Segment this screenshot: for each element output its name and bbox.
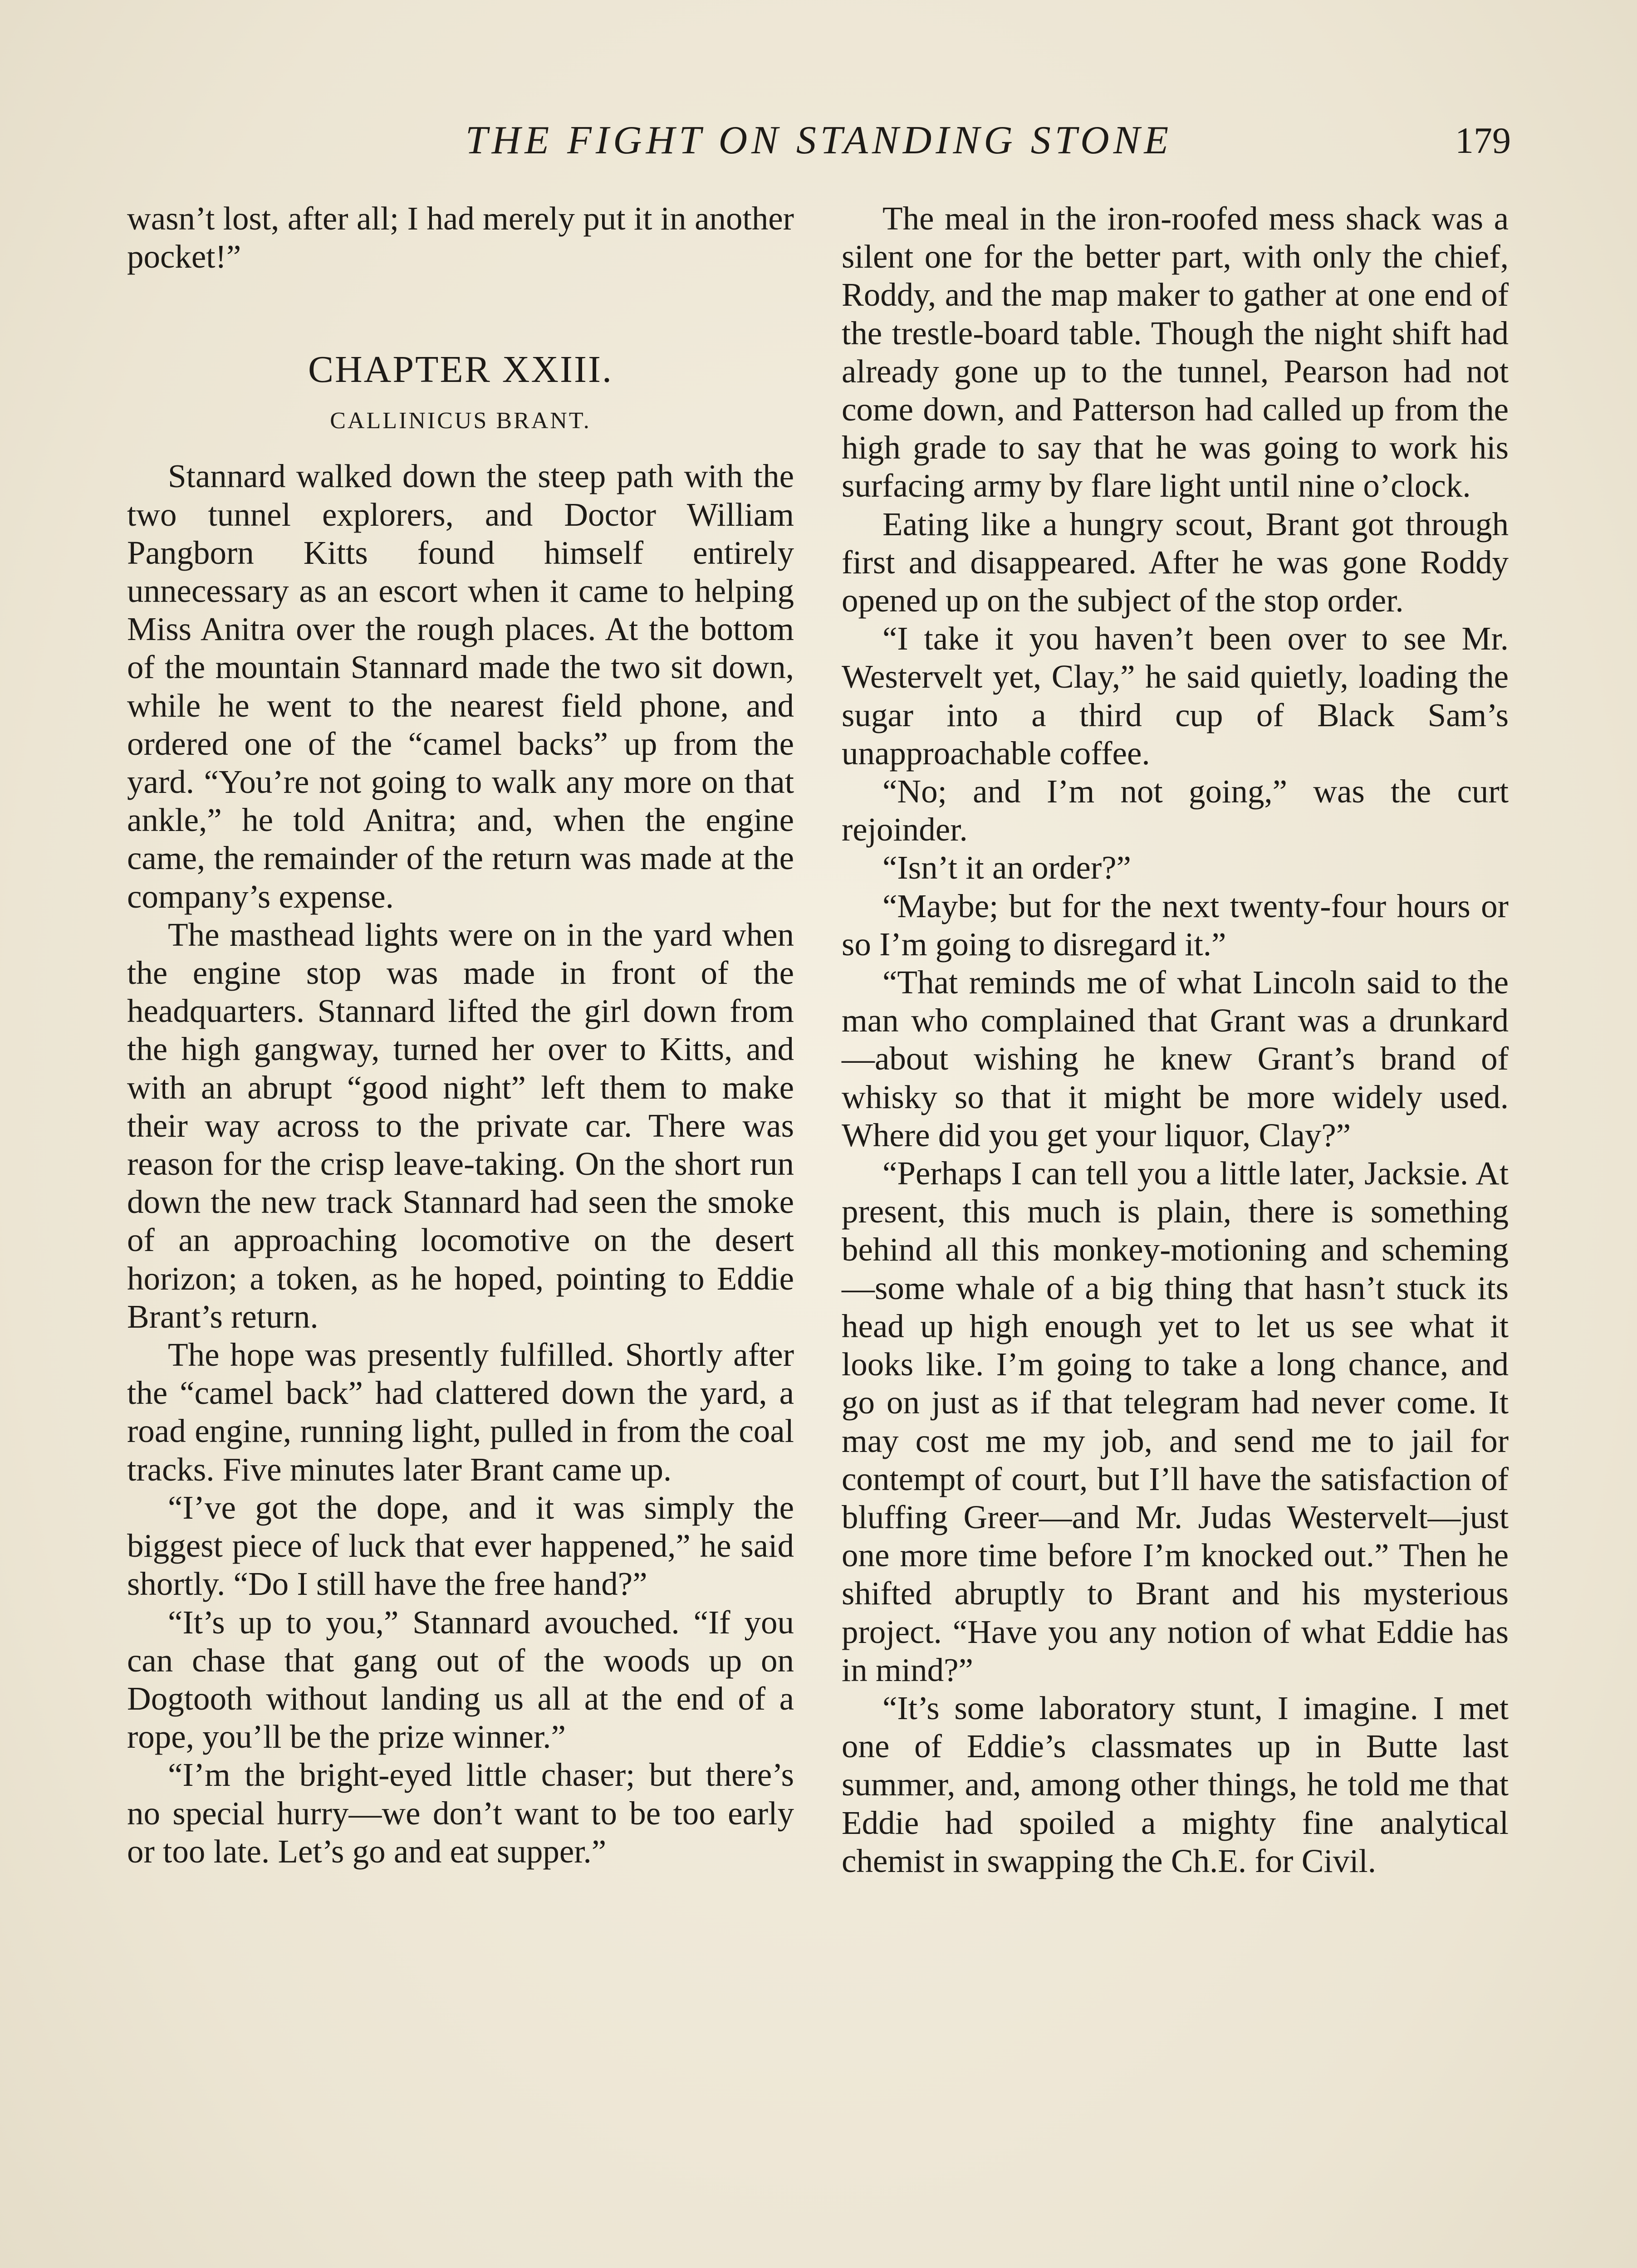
paragraph: “It’s some laboratory stunt, I imagine. I met one of Eddie’s classmates up in Butte last summer, and, among other things, he told me that Eddie had spoiled a mighty fine analytical chemist in swapping the Ch.E. for Civil.	[842, 1689, 1509, 1879]
paragraph: The masthead lights were on in the yard when the engine stop was made in front of the headquarters. Stannard lifted the girl down from the high gangway, turned her over to Kitts, and with an abrupt “good night” left them to make their way across to the private car. There was reason for the crisp leave-taking. On the short run down the new track Stannard had seen the smoke of an approaching locomotive on the desert horizon; a token, as he hoped, pointing to Eddie Brant’s return.	[127, 916, 794, 1335]
paragraph: Stannard walked down the steep path with the two tunnel explorers, and Doctor William Pangborn Kitts found himself entirely unnecessary as an escort when it came to helping Miss Anitra over the rough places. At the bottom of the mountain Stannard made the two sit down, while he went to the nearest field phone, and ordered one of the “camel backs” up from the yard. “You’re not going to walk any more on that ankle,” he told Anitra; and, when the engine came, the remainder of the return was made at the company’s expense.	[127, 458, 794, 915]
paragraph: “That reminds me of what Lincoln said to the man who complained that Grant was a drunkard—about wishing he knew Grant’s brand of whisky so that it might be more widely used. Where did you get your liquor, Clay?”	[842, 964, 1509, 1154]
right-column	[842, 200, 1509, 1880]
running-title: THE FIGHT ON STANDING STONE	[465, 118, 1173, 162]
paragraph: Eating like a hungry scout, Brant got through first and disappeared. After he was gone Roddy opened up on the subject of the stop order.	[842, 505, 1509, 619]
chapter-subtitle: CALLINICUS BRANT.	[330, 408, 591, 434]
chapter-title: CHAPTER XXIII.	[308, 348, 613, 391]
running-header	[127, 113, 1511, 168]
paragraph: “It’s up to you,” Stannard avouched. “If you can chase that gang out of the woods up on Dogtooth without landing us all at the end of a rope, you’ll be the prize winner.”	[127, 1603, 794, 1755]
paragraph: “I take it you haven’t been over to see Mr. Westervelt yet, Clay,” he said quietly, loading the sugar into a third cup of Black Sam’s unapproachable coffee.	[842, 620, 1509, 772]
page-number: 179	[1455, 120, 1511, 161]
paragraph: “No; and I’m not going,” was the curt rejoinder.	[842, 773, 1509, 848]
paragraph: “Perhaps I can tell you a little later, Jacksie. At present, this much is plain, there is something behind all this monkey-motioning and scheming—some whale of a big thing that hasn’t stuck its head up high enough yet to let us see what it looks like. I’m going to take a long chance, and go on just as if that telegram had never come. It may cost me my job, and send me to jail for contempt of court, but I’ll have the satisfaction of bluffing Greer—and Mr. Judas Westervelt—just one more time before I’m knocked out.” Then he shifted abruptly to Brant and his mysterious project. “Have you any notion of what Eddie has in mind?”	[842, 1155, 1509, 1688]
paragraph: “I’ve got the dope, and it was simply the biggest piece of luck that ever happened,” he said shortly. “Do I still have the free hand?”	[127, 1489, 794, 1603]
paragraph: “I’m the bright-eyed little chaser; but there’s no special hurry—we don’t want to be too early or too late. Let’s go and eat supper.”	[127, 1756, 794, 1870]
paragraph: The hope was presently fulfilled. Shortly after the “camel back” had clattered down the yard, a road engine, running light, pulled in from the coal tracks. Five minutes later Brant came up.	[127, 1336, 794, 1488]
continued-paragraph: wasn’t lost, after all; I had merely put it in another pocket!”	[127, 200, 794, 275]
left-column	[127, 200, 794, 1871]
paragraph: The meal in the iron-roofed mess shack was a silent one for the better part, with only the chief, Roddy, and the map maker to gather at one end of the trestle-board table. Though the night shift had already gone up to the tunnel, Pearson had not come down, and Patterson had called up from the high grade to say that he was going to work his surfacing army by flare light until nine o’clock.	[842, 200, 1509, 504]
paragraph: “Isn’t it an order?”	[882, 849, 1131, 886]
paragraph: “Maybe; but for the next twenty-four hours or so I’m going to disregard it.”	[842, 887, 1509, 963]
